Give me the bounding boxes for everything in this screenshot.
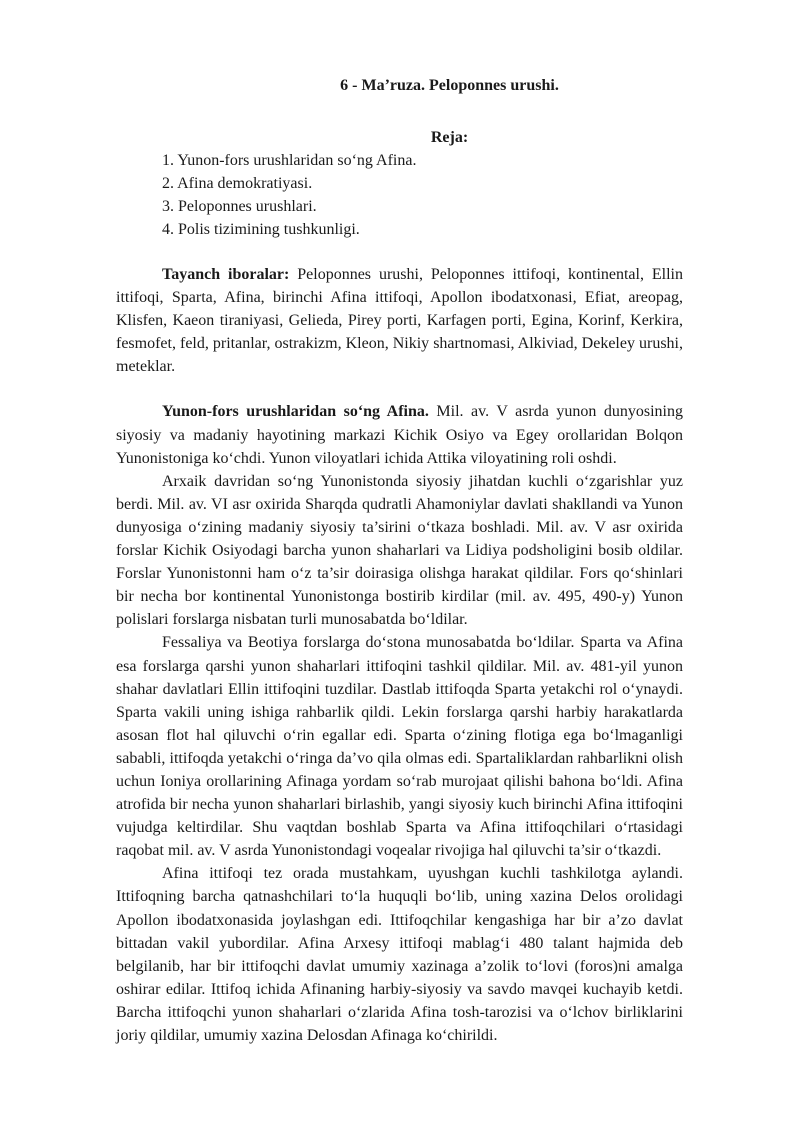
body-paragraph: Fessaliya va Beotiya forslarga do‘stona munosabatda bo‘ldilar. Sparta va Afina esa forslarga qarshi yunon shaharlari ittifoqini tashkil qildilar. Mil. av. 481-yil yunon shahar davlatlari Ellin ittifoqini tuzdilar. Dastlab ittifoqda Sparta yetakchi rol o‘ynaydi. Sparta vakili uning ishiga rahbarlik qildi. Lekin forslarga qarshi harbiy harakatlarda asosan flot hal qiluvchi o‘rin egallar edi. Sparta o‘zining flotiga ega bo‘lmaganligi sababli, ittifoqda yetakchi o‘ringa da’vo qila olmas edi. Spartaliklardan rahbarlikni olish uchun Ioniya orollarining Afinaga yordam so‘rab murojaat qilishi bahona bo‘ldi. Afina atrofida bir necha yunon shaharlari birlashib, yangi siyosiy kuch birinchi Afina ittifoqini vujudga keltirdilar. Shu vaqtdan boshlab Sparta va Afina ittifoqchilari o‘rtasidagi raqobat mil. av. V asrda Yunonistondagi voqealar rivojiga hal qiluvchi ta’sir o‘tkazdi. bbox=[116, 634, 683, 860]
plan-heading: Reja: bbox=[430, 129, 469, 146]
document-page bbox=[116, 70, 683, 1047]
section-intro-paragraph bbox=[116, 400, 683, 469]
body-paragraph: Arxaik davridan so‘ng Yunonistonda siyosiy jihatdan kuchli o‘zgarishlar yuz berdi. Mil. av. VI asr oxirida Sharqda qudratli Ahamoniylar davlati shakllandi va Yunon dunyosiga o‘zining madaniy siyosiy ta’sirini o‘tkaza boshladi. Mil. av. V asr oxirida forslar Kichik Osiyodagi barcha yunon shaharlari va Lidiya podsholigini bosib oldilar. Forslar Yunonistonni ham o‘z ta’sir doirasiga olishga harakat qildilar. Fors qo‘shinlari bir necha bor kontinental Yunonistonga bostirib kirdilar (mil. av. 495, 490-y) Yunon polislari forslarga nisbatan turli munosabatda bo‘ldilar. bbox=[116, 472, 683, 629]
plan-item: 4. Polis tizimining tushkunligi. bbox=[162, 221, 360, 238]
plan-item: 1. Yunon-fors urushlaridan so‘ng Afina. bbox=[162, 152, 417, 169]
section-heading: Yunon-fors urushlaridan so‘ng Afina. bbox=[162, 403, 429, 421]
keywords-text: Peloponnes urushi, Peloponnes ittifoqi, kontinental, Ellin ittifoqi, Sparta, Afina, birinchi Afina ittifoqi, Apollon ibodatxonasi, Efiat, areopag, Klisfen, Kaeon tiraniyasi, Gelieda, Pirey porti, Karfagen porti, Egina, Korinf, Kerkira, fesmofet, feld, pritanlar, ostrakizm, Kleon, Nikiy shartnomasi, Alkiviad, Dekeley urushi, meteklar. bbox=[116, 266, 684, 376]
body-paragraph: Afina ittifoqi tez orada mustahkam, uyushgan kuchli tashkilotga aylandi. Ittifoqning barcha qatnashchilari to‘la huquqli bo‘lib, uning xazina Delos orolidagi Apollon ibodatxonasida joylashgan edi. Ittifoqchilar kengashiga har bir a’zo davlat bittadan vakil yubordilar. Afina Arxesy ittifoqi mablag‘i 480 talant hajmida deb belgilanib, har bir ittifoqchi davlat umumiy xazinaga a’zolik to‘lovi (foros)ni amalga oshirar edilar. Ittifoq ichida Afinaning harbiy-siyosiy va savdo mavqei kuchayib ketdi. Barcha ittifoqchi yunon shaharlari o‘zlarida Afina tosh-tarozisi va o‘lchov birliklarini joriy qildilar, umumiy xazina Delosdan Afinaga ko‘chirildi. bbox=[116, 865, 683, 1044]
lecture-title: 6 - Ma’ruza. Peloponnes urushi. bbox=[340, 77, 559, 94]
plan-item: 3. Peloponnes urushlari. bbox=[162, 198, 317, 215]
plan-list bbox=[116, 149, 683, 241]
keywords-label: Tayanch iboralar: bbox=[162, 266, 290, 283]
section-intro-text: Mil. av. V asrda yunon dunyosining siyosiy va madaniy hayotining markazi Kichik Osiyo va Egey orollaridan Bolqon Yunonistoniga ko‘chdi. Yunon viloyatlari ichida Attika viloyatining roli oshdi. bbox=[116, 403, 684, 467]
keywords-paragraph bbox=[116, 263, 683, 378]
plan-item: 2. Afina demokratiyasi. bbox=[162, 175, 313, 192]
